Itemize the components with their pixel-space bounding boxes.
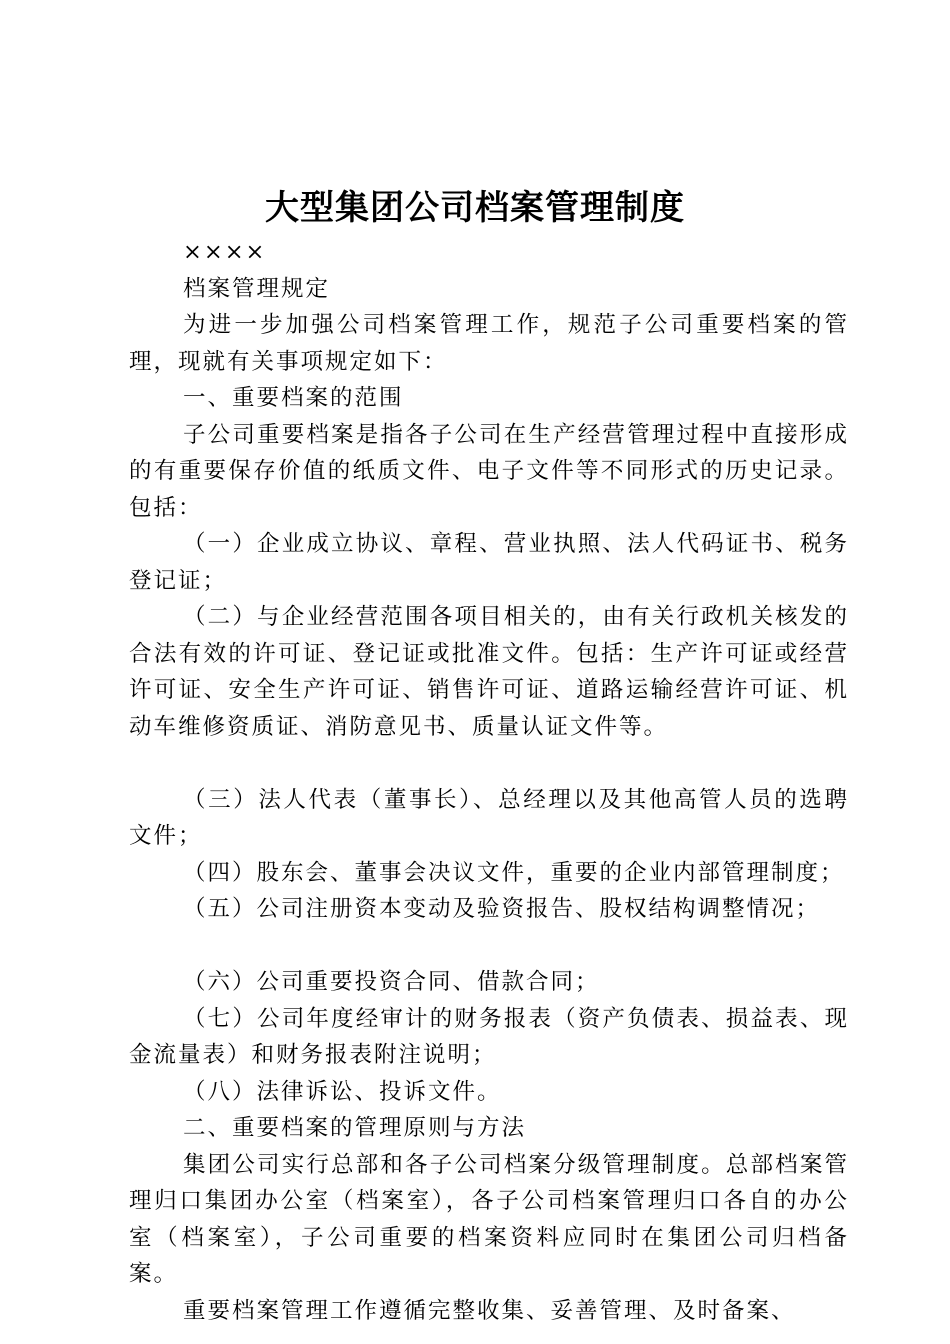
paragraph: 重要档案管理工作遵循完整收集、妥善管理、及时备案、 bbox=[183, 1297, 796, 1324]
list-item: （五）公司注册资本变动及验资报告、股权结构调整情况； bbox=[183, 896, 821, 922]
list-item: （一）企业成立协议、章程、营业执照、法人代码证书、税务登记证； bbox=[129, 531, 849, 594]
author-line: ×××× bbox=[183, 239, 267, 265]
blank-line bbox=[129, 928, 849, 965]
list-item: （二）与企业经营范围各项目相关的，由有关行政机关核发的合法有效的许可证、登记证或批准文件。包括：生产许可证或经营许可证、安全生产许可证、销售许可证、道路运输经营许可证、机动车维修资质证、消防意见书、质量认证文件等。 bbox=[129, 604, 849, 740]
list-item: （八）法律诉讼、投诉文件。 bbox=[183, 1078, 502, 1105]
section-heading: 档案管理规定 bbox=[183, 275, 331, 302]
section-heading: 一、重要档案的范围 bbox=[183, 385, 404, 411]
paragraph: 为进一步加强公司档案管理工作，规范子公司重要档案的管理，现就有关事项规定如下： bbox=[129, 312, 849, 375]
paragraph: 集团公司实行总部和各子公司档案分级管理制度。总部档案管理归口集团办公室（档案室），各子公司档案管理归口各自的办公室（档案室），子公司重要的档案资料应同时在集团公司归档备案。 bbox=[129, 1151, 849, 1287]
list-item: （三）法人代表（董事长）、总经理以及其他高管人员的选聘文件； bbox=[129, 786, 849, 849]
list-item: （四）股东会、董事会决议文件，重要的企业内部管理制度； bbox=[183, 859, 845, 886]
section-heading: 二、重要档案的管理原则与方法 bbox=[183, 1115, 527, 1141]
document-title: 大型集团公司档案管理制度 bbox=[265, 188, 685, 228]
paragraph: 子公司重要档案是指各子公司在生产经营管理过程中直接形成的有重要保存价值的纸质文件、电子文件等不同形式的历史记录。包括： bbox=[129, 421, 849, 521]
document-body bbox=[129, 234, 849, 1329]
list-item: （七）公司年度经审计的财务报表（资产负债表、损益表、现金流量表）和财务报表附注说明； bbox=[129, 1005, 849, 1068]
blank-line bbox=[129, 745, 849, 782]
list-item: （六）公司重要投资合同、借款合同； bbox=[183, 969, 600, 995]
